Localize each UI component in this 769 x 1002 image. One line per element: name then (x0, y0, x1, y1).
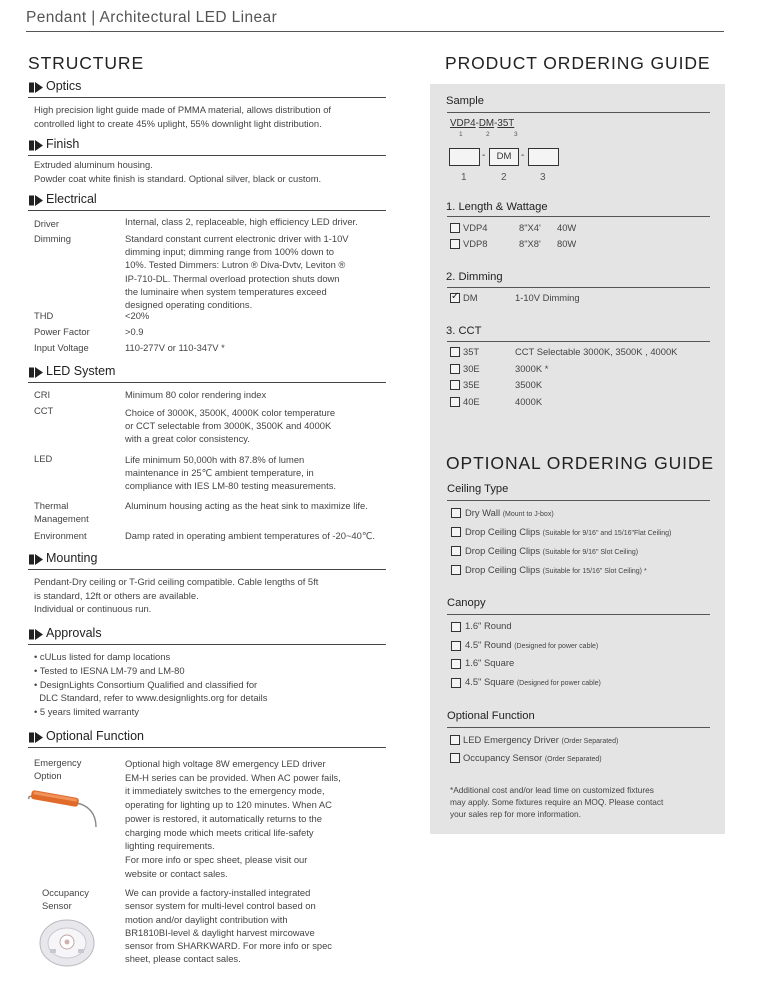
option-dims: 8"X4' (519, 222, 541, 233)
option-desc: 1-10V Dimming (515, 292, 580, 303)
option-note: (Designed for power cable) (516, 680, 601, 687)
cct-label: 3. CCT (446, 325, 482, 337)
option-note: (Designed for power cable) (514, 643, 599, 650)
option-note: (Suitable for 9/16" Slot Ceiling) (542, 549, 639, 556)
footnote-line: your sales rep for more information. (450, 809, 581, 819)
approvals-item: • Tested to IESNA LM-79 and LM-80 (34, 665, 185, 676)
dm-checkbox[interactable] (450, 293, 460, 303)
sample-label: Sample (446, 95, 484, 107)
optional-ordering-heading: OPTIONAL ORDERING GUIDE (446, 453, 714, 473)
electrical-section-header (28, 192, 386, 211)
ceiling-option (465, 563, 647, 579)
canopy-label: Canopy (447, 597, 486, 609)
option-note: (Order Separated) (544, 756, 602, 763)
option-name: Dry Wall (465, 507, 501, 518)
spec-value: Choice of 3000K, 3500K, 4000K color temperature or CCT selectable from 3000K, 3500K and 4000K with a great color consistency. (125, 407, 336, 445)
sample-box-separator: - (521, 150, 525, 161)
spec-value: Damp rated in operating ambient temperatures of -20~40℃. (125, 530, 375, 541)
optional-function-section-header (28, 729, 386, 748)
option-code: 35T (463, 346, 480, 357)
option-desc: CCT Selectable 3000K, 3500K , 4000K (515, 346, 678, 357)
approvals-item: • cULus listed for damp locations (34, 651, 171, 662)
approvals-item: DLC Standard, refer to www.designlights.org for details (34, 692, 268, 703)
ceiling-type-label: Ceiling Type (447, 483, 509, 495)
spec-key: Power Factor (34, 326, 90, 337)
emergency-driver-image (26, 785, 102, 830)
ceiling-option-checkbox[interactable] (451, 508, 461, 518)
cct-30e-checkbox[interactable] (450, 364, 460, 374)
spec-value: <20% (125, 310, 150, 321)
sample-box-number: 2 (501, 172, 507, 183)
finish-text-line: Extruded aluminum housing. (34, 159, 153, 170)
approvals-item: • DesignLights Consortium Qualified and classified for (34, 679, 258, 690)
spec-key: CCT (34, 405, 54, 416)
mounting-text-line: Individual or continuous run. (34, 603, 152, 614)
length-wattage-divider (447, 216, 710, 217)
ceiling-option-checkbox[interactable] (451, 546, 461, 556)
section-arrow-icon (29, 732, 43, 743)
option-desc: 4000K (515, 396, 543, 407)
vdp8-checkbox[interactable] (450, 239, 460, 249)
length-wattage-label: 1. Length & Wattage (446, 201, 548, 213)
spec-value: Aluminum housing acting as the heat sink to maximize life. (125, 500, 368, 511)
approvals-label: Approvals (46, 626, 102, 640)
cct-divider (447, 341, 710, 342)
option-name: Drop Ceiling Clips (465, 545, 541, 556)
finish-section-header (28, 137, 386, 156)
sample-box-number: 1 (461, 172, 467, 183)
sample-code-index: 3 (514, 131, 518, 138)
emergency-option-key: Emergency Option (34, 757, 82, 782)
spec-key: THD (34, 310, 54, 321)
optional-function-divider (447, 727, 710, 728)
option-code: 35E (463, 379, 480, 390)
sample-code-separator: - (475, 118, 479, 129)
option-note: (Order Separated) (561, 738, 619, 745)
product-ordering-heading: PRODUCT ORDERING GUIDE (445, 53, 711, 73)
occupancy-sensor-checkbox[interactable] (450, 753, 460, 763)
electrical-label: Electrical (46, 192, 97, 206)
approvals-section-header (28, 626, 386, 645)
option-dims: 8"X8' (519, 238, 541, 249)
cct-40e-checkbox[interactable] (450, 397, 460, 407)
sample-code-part: VDP4 (450, 118, 476, 129)
option-name: 4.5" Round (465, 639, 512, 650)
spec-key: Input Voltage (34, 342, 89, 353)
option-name: Drop Ceiling Clips (465, 564, 541, 575)
sample-box-length (449, 148, 480, 166)
spec-value: >0.9 (125, 326, 144, 337)
footnote-line: *Additional cost and/or lead time on customized fixtures (450, 785, 654, 795)
option-name: 4.5" Square (465, 676, 515, 687)
optional-function-order-label: Optional Function (447, 710, 535, 722)
spec-value: 110-277V or 110-347V * (125, 342, 225, 353)
spec-key: Environment (34, 530, 87, 541)
sample-box-number: 3 (540, 172, 546, 183)
option-name: 1.6" Square (465, 657, 515, 668)
occupancy-sensor-key: Occupancy Sensor (42, 887, 89, 912)
sample-code (450, 118, 514, 129)
spec-value: Internal, class 2, replaceable, high efficiency LED driver. (125, 216, 358, 227)
spec-key: Thermal Management (34, 500, 89, 525)
sample-divider (447, 112, 710, 113)
vdp4-checkbox[interactable] (450, 223, 460, 233)
option-note: (Suitable for 15/16" Slot Ceiling) * (542, 568, 647, 575)
sample-code-part: 35T (497, 118, 515, 129)
mounting-text-line: is standard, 12ft or others are available. (34, 590, 199, 601)
canopy-option-checkbox[interactable] (451, 622, 461, 632)
structure-heading: STRUCTURE (28, 53, 145, 73)
section-arrow-icon (29, 367, 43, 378)
sample-code-part: DM (478, 118, 495, 129)
approvals-item: • 5 years limited warranty (34, 706, 139, 717)
page-title: Pendant | Architectural LED Linear (26, 9, 278, 26)
option-name: Drop Ceiling Clips (465, 526, 541, 537)
section-arrow-icon (29, 195, 43, 206)
occupancy-sensor-image (38, 918, 96, 968)
section-arrow-icon (29, 82, 43, 93)
dimming-label: 2. Dimming (446, 271, 503, 283)
spec-key: CRI (34, 389, 51, 400)
option-code: DM (463, 292, 478, 303)
sample-box-separator: - (482, 150, 486, 161)
canopy-option-checkbox[interactable] (451, 678, 461, 688)
ceiling-option (465, 544, 638, 560)
spec-key: LED (34, 453, 53, 464)
section-arrow-icon (29, 629, 43, 640)
option-code: VDP8 (463, 238, 488, 249)
led-system-section-header (28, 364, 386, 383)
option-name: 1.6" Round (465, 620, 512, 631)
canopy-option (465, 656, 514, 670)
sample-code-index: 2 (486, 131, 490, 138)
canopy-option-checkbox[interactable] (451, 659, 461, 669)
function-option (463, 733, 618, 749)
ceiling-type-divider (447, 500, 710, 501)
section-arrow-icon (29, 140, 43, 151)
option-desc: 3500K (515, 379, 543, 390)
occupancy-sensor-text: We can provide a factory-installed integrated sensor system for multi-level control based on motion and/or daylight contribution with BR1810BI-level & daylight harvest mircowave sensor from SHARKWARD. For more info or spec sheet, please contact sales. (125, 887, 332, 965)
sample-box-cct (528, 148, 559, 166)
ceiling-option (465, 525, 671, 541)
mounting-text-line: Pendant-Dry ceiling or T-Grid ceiling compatible. Cable lengths of 5ft (34, 576, 319, 587)
option-note: (Suitable for 9/16" and 15/16"Flat Ceiling) (542, 530, 672, 537)
led-system-label: LED System (46, 364, 116, 378)
canopy-divider (447, 614, 710, 615)
mounting-label: Mounting (46, 551, 98, 565)
sample-code-separator: - (494, 118, 498, 129)
optional-function-label: Optional Function (46, 729, 144, 743)
canopy-option (465, 619, 512, 633)
option-code: 30E (463, 363, 480, 374)
emergency-option-text: Optional high voltage 8W emergency LED driver EM-H series can be provided. When AC power fails, it immediately switches to the emergency mode, operating for lighting up to 120 minutes. When AC power is restored, it automatically returns to the charging mode which meets critical life-safety lighting requirements. For more info or spec sheet, please visit our website or contact sales. (125, 758, 341, 879)
finish-label: Finish (46, 137, 80, 151)
canopy-option-checkbox[interactable] (451, 641, 461, 651)
canopy-option (465, 638, 598, 654)
spec-value: Standard constant current electronic driver with 1-10V dimming input; dimming range from 100% down to 10%. Tested Dimmers: Lutron ® Diva-Dvtv, Leviton ® IP-710-DL. Thermal overload protection shuts down the luminaire when system temperatures exceed designed operating conditions. (125, 233, 349, 311)
footnote-line: may apply. Some fixtures require an MOQ. Please contact (450, 797, 664, 807)
option-watt: 40W (557, 222, 577, 233)
ceiling-option-checkbox[interactable] (451, 565, 461, 575)
dimming-divider (447, 287, 710, 288)
optics-text-line: High precision light guide made of PMMA material, allows distribution of (34, 104, 332, 115)
spec-key: Driver (34, 218, 59, 229)
cct-35t-checkbox[interactable] (450, 347, 460, 357)
ceiling-option-checkbox[interactable] (451, 527, 461, 537)
finish-text-line: Powder coat white finish is standard. Optional silver, black or custom. (34, 173, 322, 184)
emergency-driver-checkbox[interactable] (450, 735, 460, 745)
optics-text-line: controlled light to create 45% uplight, 55% downlight light distribution. (34, 118, 322, 129)
mounting-section-header (28, 551, 386, 570)
spec-value: Life minimum 50,000h with 87.8% of lumen maintenance in 25℃ ambient temperature, in compliance with IES LM-80 testing measurements. (125, 454, 337, 492)
option-name: Occupancy Sensor (463, 752, 543, 763)
function-option (463, 751, 602, 767)
optics-label: Optics (46, 79, 82, 93)
option-note: (Mount to J-box) (502, 511, 554, 518)
section-arrow-icon (29, 554, 43, 565)
option-name: LED Emergency Driver (463, 734, 559, 745)
option-code: 40E (463, 396, 480, 407)
option-desc: 3000K * (515, 363, 549, 374)
canopy-option (465, 675, 601, 691)
option-code: VDP4 (463, 222, 488, 233)
cct-35e-checkbox[interactable] (450, 380, 460, 390)
spec-value: Minimum 80 color rendering index (125, 389, 267, 400)
sample-code-index: 1 (459, 131, 463, 138)
spec-key: Dimming (34, 233, 71, 244)
title-divider (26, 31, 724, 32)
option-watt: 80W (557, 238, 577, 249)
ceiling-option (465, 506, 554, 522)
sample-box-dimming: DM (489, 148, 519, 166)
optics-section-header (28, 79, 386, 98)
